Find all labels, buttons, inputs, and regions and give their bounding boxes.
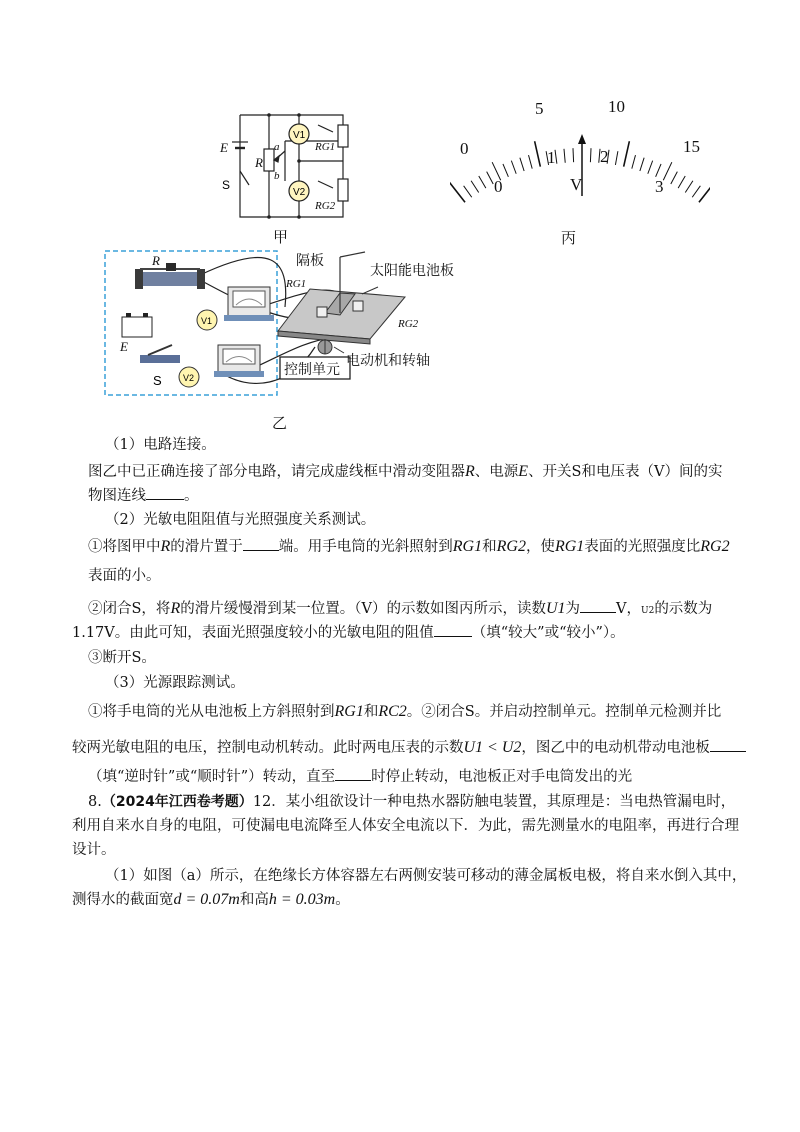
setup-rheostat-label: R bbox=[152, 253, 160, 268]
caption-bing: 丙 bbox=[561, 229, 577, 247]
rheostat-label: R bbox=[255, 155, 263, 170]
switch-device bbox=[140, 345, 180, 363]
dial-tick bbox=[632, 155, 636, 169]
dial-tick bbox=[564, 149, 565, 163]
voltmeter-v2-device bbox=[214, 345, 264, 377]
q3-line2: 较两光敏电阻的电压，控制电动机转动。此时两电压表的示数U1 < U2，图乙中的电动机带动电池板 bbox=[72, 737, 800, 758]
battery-device bbox=[122, 313, 152, 337]
answer-blank-3[interactable] bbox=[580, 598, 616, 613]
dial-tick bbox=[671, 172, 678, 184]
setup-rg1-label: RG1 bbox=[286, 278, 307, 290]
dial-tick bbox=[511, 161, 516, 174]
lower-scale-1: 1 bbox=[547, 148, 556, 167]
setup-rg2-label: RG2 bbox=[398, 318, 419, 330]
dial-tick bbox=[685, 181, 693, 193]
q2-heading: （2）光敏电阻阻值与光照强度关系测试。 bbox=[105, 512, 376, 528]
height-formula: h = 0.03m bbox=[268, 891, 336, 908]
q8-line3: 设计。 bbox=[72, 842, 116, 858]
lower-scale-0: 0 bbox=[494, 177, 503, 196]
q2-step3: ③断开S。 bbox=[88, 650, 156, 666]
apparatus-diagram-yi bbox=[100, 247, 500, 407]
width-formula: d = 0.07m bbox=[173, 891, 240, 908]
node-a-label: a bbox=[274, 141, 280, 153]
q2-step1-line1: ①将图甲中R的滑片置于 端。用手电筒的光斜照射到RG1和RG2，使RG1表面的光照强度比RG2 bbox=[88, 538, 730, 555]
q3-line1: ①将手电筒的光从电池板上方斜照射到RG1和RC2。②闭合S。并启动控制单元。控制单元检测并比 bbox=[88, 703, 722, 720]
dial-tick bbox=[640, 158, 644, 171]
dial-tick bbox=[471, 181, 479, 193]
dial-tick bbox=[692, 186, 700, 197]
battery-label: E bbox=[220, 140, 228, 155]
dial-tick bbox=[503, 164, 508, 177]
circuit-diagram-jia bbox=[215, 105, 365, 225]
voltmeter-v1-device bbox=[224, 287, 274, 321]
dial-tick bbox=[450, 182, 465, 202]
upper-scale-10: 10 bbox=[608, 97, 625, 116]
switch-label: S bbox=[222, 178, 231, 192]
caption-jia: 甲 bbox=[273, 228, 289, 246]
v2-meter-label: V2 bbox=[293, 187, 306, 198]
q1-line2: 物图连线 。 bbox=[88, 485, 800, 506]
rheostat-device bbox=[135, 263, 205, 289]
dial-tick bbox=[535, 141, 541, 166]
q8-line2: 利用自来水自身的电阻，可使漏电电流降至人体安全电流以下．为此，需先测量水的电阻率，再进行合理 bbox=[72, 818, 739, 834]
q2-step2-line2: 1.17V。由此可知，表面光照强度较小的光敏电阻的阻值 （填“较大”或“较小”）。 bbox=[72, 622, 800, 643]
dial-tick bbox=[520, 158, 524, 171]
setup-v2-label: V2 bbox=[183, 373, 195, 383]
q8-part1-line2: 测得水的截面宽d = 0.07m和高h = 0.03m。 bbox=[72, 891, 350, 908]
partition-label: 隔板 bbox=[296, 253, 324, 269]
answer-blank-4[interactable] bbox=[434, 622, 472, 637]
rg2-label: RG2 bbox=[315, 200, 336, 212]
dial-tick bbox=[615, 151, 617, 165]
answer-blank-2[interactable] bbox=[243, 536, 279, 551]
lower-scale-3: 3 bbox=[655, 177, 664, 196]
dial-tick bbox=[479, 176, 486, 188]
rg1-label: RG1 bbox=[315, 141, 336, 153]
upper-scale-5: 5 bbox=[535, 99, 544, 118]
dial-unit: V bbox=[570, 175, 583, 194]
dial-tick bbox=[464, 186, 472, 197]
motor-label: 电动机和转轴 bbox=[346, 353, 430, 369]
q3-heading: （3）光源跟踪测试。 bbox=[105, 675, 245, 691]
setup-v1-label: V1 bbox=[201, 316, 213, 326]
voltmeter-dial-bing bbox=[450, 92, 710, 207]
q1-line1: 图乙中已正确连接了部分电路，请完成虚线框中滑动变阻器R、电源E、开关S和电压表（V）间的实 bbox=[88, 463, 723, 480]
q8-line1: 8.（2024年江西卷考题）12．某小组欲设计一种电热水器防触电装置，其原理是：当电热管漏电时， bbox=[88, 794, 736, 810]
upper-scale-15: 15 bbox=[683, 137, 700, 156]
dial-tick bbox=[590, 148, 591, 162]
dial-tick bbox=[699, 182, 710, 202]
dial-tick bbox=[624, 141, 630, 166]
setup-switch-label: S bbox=[153, 373, 162, 388]
solar-panel-label: 太阳能电池板 bbox=[370, 263, 454, 279]
dial-tick bbox=[529, 155, 533, 169]
answer-blank-1[interactable] bbox=[146, 485, 184, 500]
node-b-label: b bbox=[274, 170, 280, 182]
setup-battery-label: E bbox=[120, 339, 128, 354]
q2-step2-line1: ②闭合S，将R的滑片缓慢滑到某一位置。（V）的示数如图丙所示，读数U1为 V，U2的示数为 bbox=[88, 600, 713, 617]
lower-scale-2: 2 bbox=[600, 147, 609, 166]
q8-part1-line1: （1）如图（a）所示，在绝缘长方体容器左右两侧安装可移动的薄金属板电极，将自来水倒入其中， bbox=[105, 868, 747, 884]
dial-tick bbox=[487, 172, 494, 184]
dial-tick bbox=[573, 148, 574, 162]
v1-meter-label: V1 bbox=[293, 130, 306, 141]
dial-tick bbox=[678, 176, 685, 188]
answer-blank-5[interactable] bbox=[710, 737, 746, 752]
q8-source-tag: （2024年江西卷考题） bbox=[101, 794, 253, 810]
upper-scale-0: 0 bbox=[460, 139, 469, 158]
q3-line3: （填“逆时针”或“顺时针”）转动，直至 时停止转动，电池板正对手电筒发出的光 bbox=[88, 766, 800, 787]
dial-tick bbox=[656, 164, 661, 177]
control-unit-label: 控制单元 bbox=[284, 362, 340, 378]
dial-tick bbox=[648, 161, 653, 174]
q2-step1-line2: 表面的小。 bbox=[88, 568, 161, 584]
answer-blank-6[interactable] bbox=[335, 766, 371, 781]
dial-tick bbox=[663, 162, 672, 180]
caption-yi: 乙 bbox=[272, 414, 288, 432]
q1-heading: （1）电路连接。 bbox=[105, 437, 216, 453]
